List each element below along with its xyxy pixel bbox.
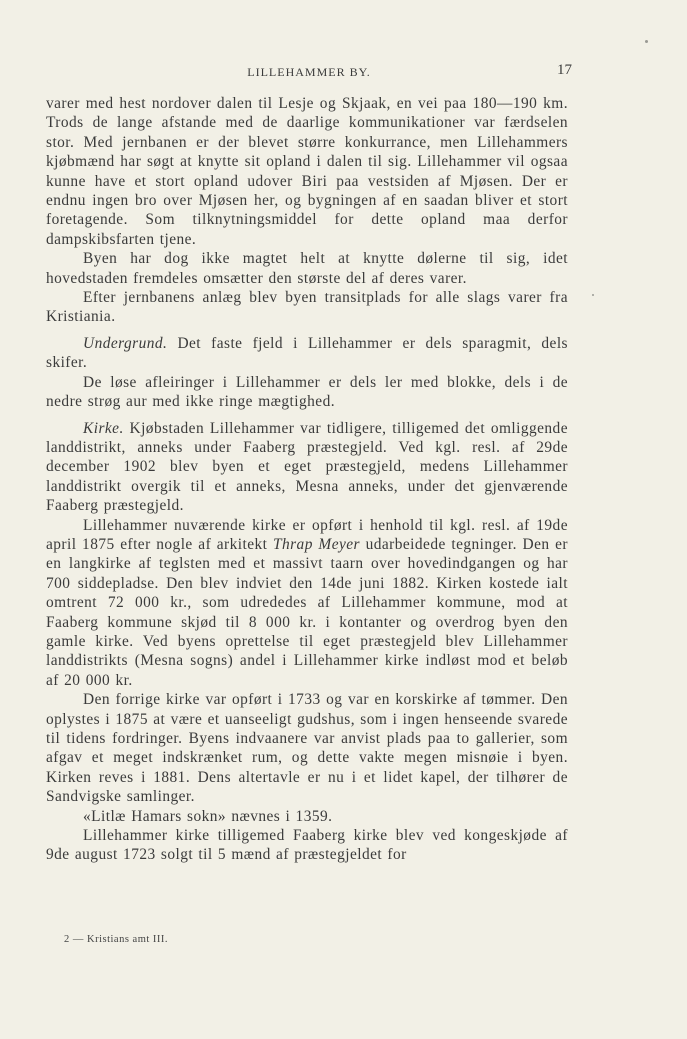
section-heading-kirke: Kirke. (83, 419, 124, 437)
section-heading-undergrund: Undergrund. (83, 334, 168, 352)
paragraph-current-church (46, 516, 568, 691)
paragraph-former-church: Den forrige kirke var opført i 1733 og var en korskirke af tømmer. Den oplystes i 1875 at være et uanseeligt gudshus, som i ingen henseende svarede til tidens fordringer. Byens indvaanere var anvist plads paa to gallerier, som afgav et meget indskrænket rum, og dette vakte megen misnøie i byen. Kirken reves i 1881. Dens altertavle er nu i et lidet kapel, der tilhører de Sandvigske samlinger. (46, 691, 568, 806)
paragraph-capital-trade: Byen har dog ikke magtet helt at knytte dølerne til sig, idet hovedstaden fremdeles omsætter den største del af deres varer. (46, 250, 568, 287)
printer-signature: 2 — Kristians amt III. (64, 934, 169, 945)
current-church-text-b: udarbeidede tegninger. Den er en langkirke af teglsten med et massivt taarn over hovedindgangen og har 700 siddepladse. Den blev indviet den 14de juni 1882. Kirken kostede ialt omtrent 72 000 kr., som udrededes af Lillehammer kommune, mod at Faaberg kommune skjød til 8 000 kr. i kontanter og overdrog byen den gamle kirke. Ved byens oprettelse til eget præstegjeld blev Lillehammer landdistrikts (Mesna sogns) andel i Lillehammer kirke indløst mod et beløb af 20 000 kr. (46, 535, 568, 689)
paragraph-deposits: De løse afleiringer i Lillehammer er dels ler med blokke, dels i de nedre strøg aur med ikke ringe mægtighed. (46, 373, 568, 411)
architect-name: Thrap Meyer (272, 535, 360, 553)
paragraph-transit: Efter jernbanens anlæg blev byen transitplads for alle slags varer fra Kristiania. (46, 289, 568, 326)
paper-speck (645, 40, 648, 43)
paragraph-sokn: «Litlæ Hamars sokn» nævnes i 1359. (83, 807, 333, 825)
paragraph-bedrock (46, 334, 568, 373)
church-history-text: Kjøbstaden Lillehammer var tidligere, tilligemed det omliggende landdistrikt, anneks under Faaberg præstegjeld. Ved kgl. resl. af 29de december 1902 blev byen et eget præstegjeld, medens Lillehammer landdistrikt overgik til et anneks, Mesna anneks, under det gjenværende Faaberg præstegjeld. (46, 419, 568, 515)
paper-speck (592, 294, 594, 296)
body-text (46, 94, 568, 865)
paragraph-trade-routes: varer med hest nordover dalen til Lesje og Skjaak, en vei paa 180—190 km. Trods de lange afstande med de daarlige kommunikationer var færdselen stor. Med jernbanen er der blevet større konkurrance, men Lillehammers kjøbmænd har søgt at knytte sit opland i dalen til sig. Lillehammer vil ogsaa kunne have et stort opland udover Biri paa vestsiden af Mjøsen. Der er endnu ingen bro over Mjøsen her, og bygningen af en saadan bliver et stort foretagende. Som tilknytningsmiddel for dette opland maa derfor dampskibsfarten tjene. (46, 95, 568, 248)
paragraph-church-history (46, 419, 568, 516)
running-header (46, 62, 572, 82)
bedrock-text: Det faste fjeld i Lillehammer er dels sparagmit, dels skifer. (46, 334, 568, 372)
running-title: LILLEHAMMER BY. (247, 65, 371, 79)
page-number: 17 (557, 62, 572, 78)
paragraph-sale: Lillehammer kirke tilligemed Faaberg kirke blev ved kongeskjøde af 9de august 1723 solgt til 5 mænd af præstegjeldet for (46, 827, 568, 864)
current-church-text-a: Lillehammer nuværende kirke er opført i henhold til kgl. resl. af 19de april 1875 efter nogle af arkitekt (46, 516, 568, 553)
